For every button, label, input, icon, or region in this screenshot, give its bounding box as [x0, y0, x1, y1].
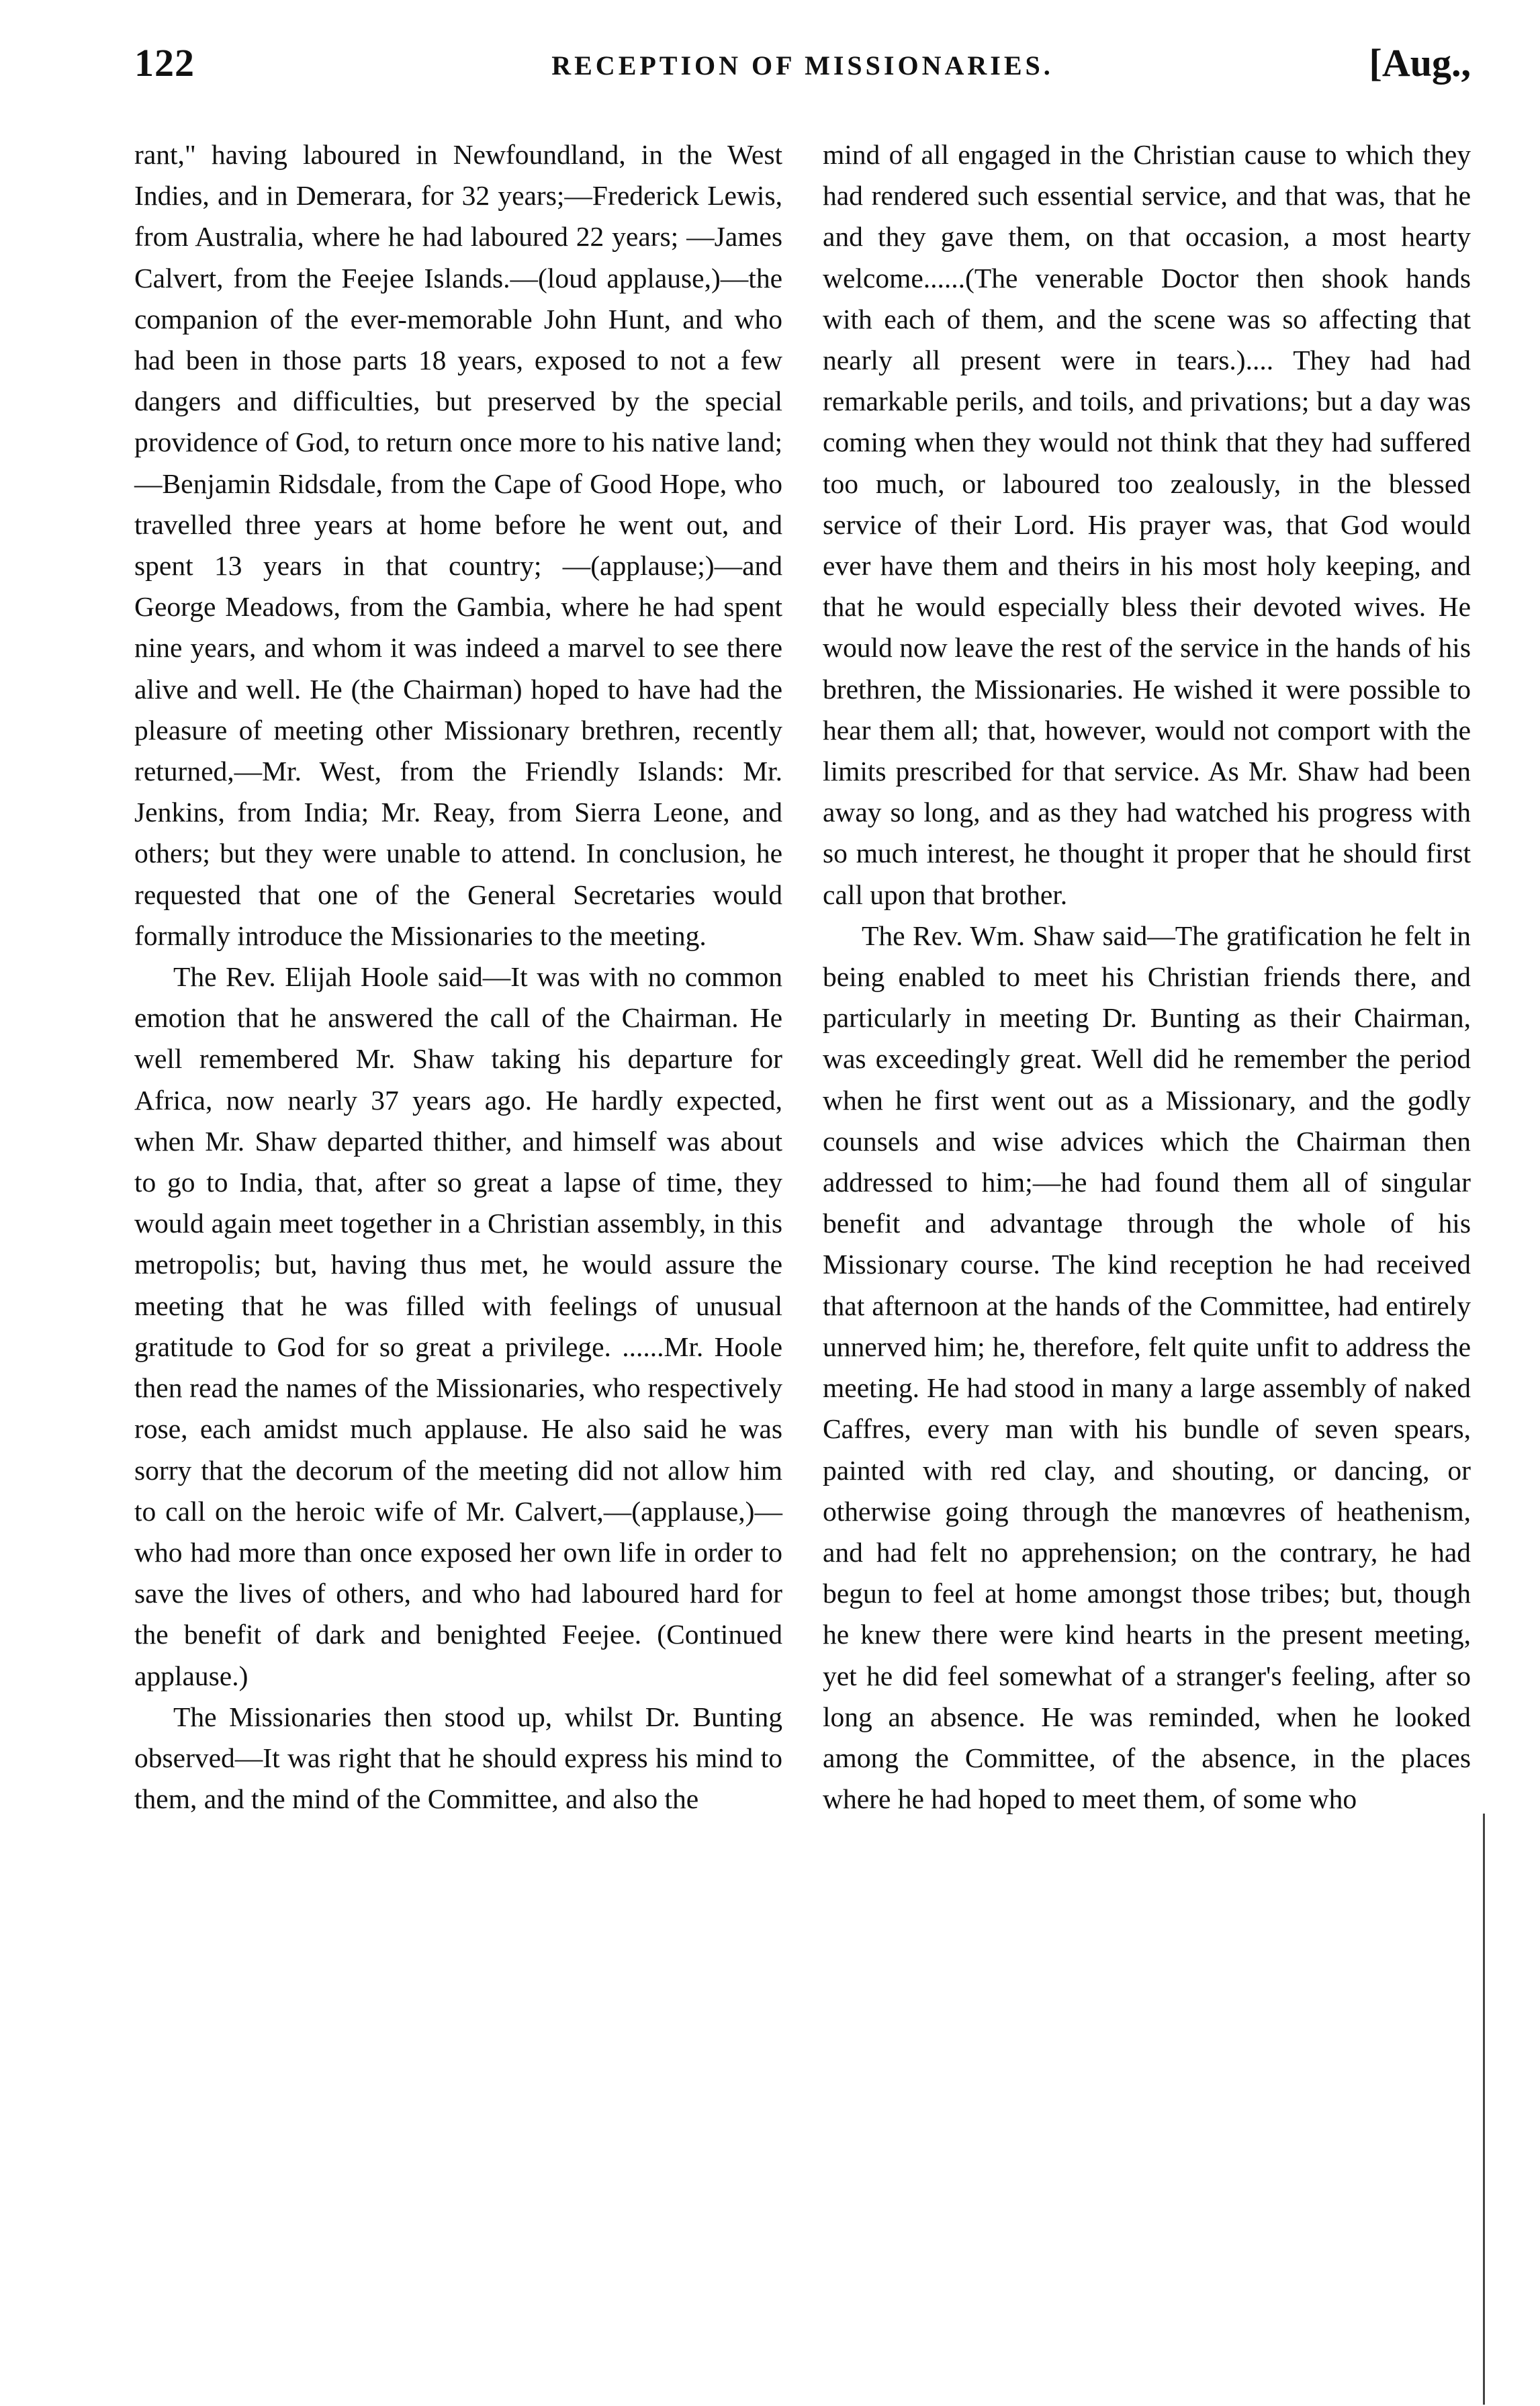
left-column: [134, 134, 782, 1820]
right-column: [823, 134, 1471, 1820]
margin-rule: [1483, 1814, 1485, 2405]
page-number: 122: [134, 41, 195, 85]
running-date: [Aug.,: [1369, 41, 1471, 85]
running-title: RECEPTION OF MISSIONARIES.: [551, 50, 1054, 81]
paragraph-missionaries-stood: The Missionaries then stood up, whilst Dr. Bunting observed—It was right that he should express his mind to them, and the mind of the Committee, and also the: [134, 1701, 782, 1815]
paragraph-continued: rant," having laboured in Newfoundland, in the West Indies, and in Demerara, for 32 years;—Frederick Lewis, from Australia, where he had laboured 22 years; —James Calvert, from the Feejee Islands.—(loud applause,)—the companion of the ever-memorable John Hunt, and who had been in those parts 18 years, exposed to not a few dangers and difficulties, but preserved by the special providence of God, to return once more to his native land;—Benjamin Ridsdale, from the Cape of Good Hope, who travelled three years at home before he went out, and spent 13 years in that country; —(applause;)—and George Meadows, from the Gambia, where he had spent nine years, and whom it was indeed a marvel to see there alive and well. He (the Chairman) hoped to have had the pleasure of meeting other Missionary brethren, recently returned,—Mr. West, from the Friendly Islands: Mr. Jenkins, from India; Mr. Reay, from Sierra Leone, and others; but they were unable to attend. In conclusion, he requested that one of the General Secretaries would formally introduce the Missionaries to the meeting.: [134, 139, 782, 951]
running-header: [134, 40, 1471, 101]
paragraph-shaw: The Rev. Wm. Shaw said—The gratification he felt in being enabled to meet his Christian friends there, and particularly in meeting Dr. Bunting as their Chairman, was exceedingly great. Well did he remember the period when he first went out as a Missionary, and the godly counsels and wise advices which the Chairman then addressed to him;—he had found them all of singular benefit and advantage through the whole of his Missionary course. The kind reception he had received that afternoon at the hands of the Committee, had entirely unnerved him; he, therefore, felt quite unfit to address the meeting. He had stood in many a large assembly of naked Caffres, every man with his bundle of seven spears, painted with red clay, and shouting, or dancing, or otherwise going through the manœvres of heathenism, and had felt no apprehension; on the contrary, he had begun to feel at home amongst those tribes; but, though he knew there were kind hearts in the present meeting, yet he did feel somewhat of a stranger's feeling, after so long an absence. He was reminded, when he looked among the Committee, of the absence, in the places where he had hoped to meet them, of some who: [823, 920, 1471, 1815]
paragraph-hoole: The Rev. Elijah Hoole said—It was with no common emotion that he answered the call of the Chairman. He well remembered Mr. Shaw taking his departure for Africa, now nearly 37 years ago. He hardly expected, when Mr. Shaw departed thither, and himself was about to go to India, that, after so great a lapse of time, they would again meet together in a Christian assembly, in this metropolis; but, having thus met, he would assure the meeting that he was filled with feelings of unusual gratitude to God for so great a privilege. ......Mr. Hoole then read the names of the Missionaries, who respectively rose, each amidst much applause. He also said he was sorry that the decorum of the meeting did not allow him to call on the heroic wife of Mr. Calvert,—(applause,)—who had more than once exposed her own life in order to save the lives of others, and who had laboured hard for the benefit of dark and benighted Feejee. (Continued applause.): [134, 961, 782, 1691]
paragraph-continued: mind of all engaged in the Christian cause to which they had rendered such essential service, and that was, that he and they gave them, on that occasion, a most hearty welcome......(The venerable Doctor then shook hands with each of them, and the scene was so affecting that nearly all present were in tears.).... They had had remarkable perils, and toils, and privations; but a day was coming when they would not think that they had suffered too much, or laboured too zealously, in the blessed service of their Lord. His prayer was, that God would ever have them and theirs in his most holy keeping, and that he would especially bless their devoted wives. He would now leave the rest of the service in the hands of his brethren, the Missionaries. He wished it were possible to hear them all; that, however, would not comport with the limits prescribed for that service. As Mr. Shaw had been away so long, and as they had watched his progress with so much interest, he thought it proper that he should first call upon that brother.: [823, 139, 1471, 910]
